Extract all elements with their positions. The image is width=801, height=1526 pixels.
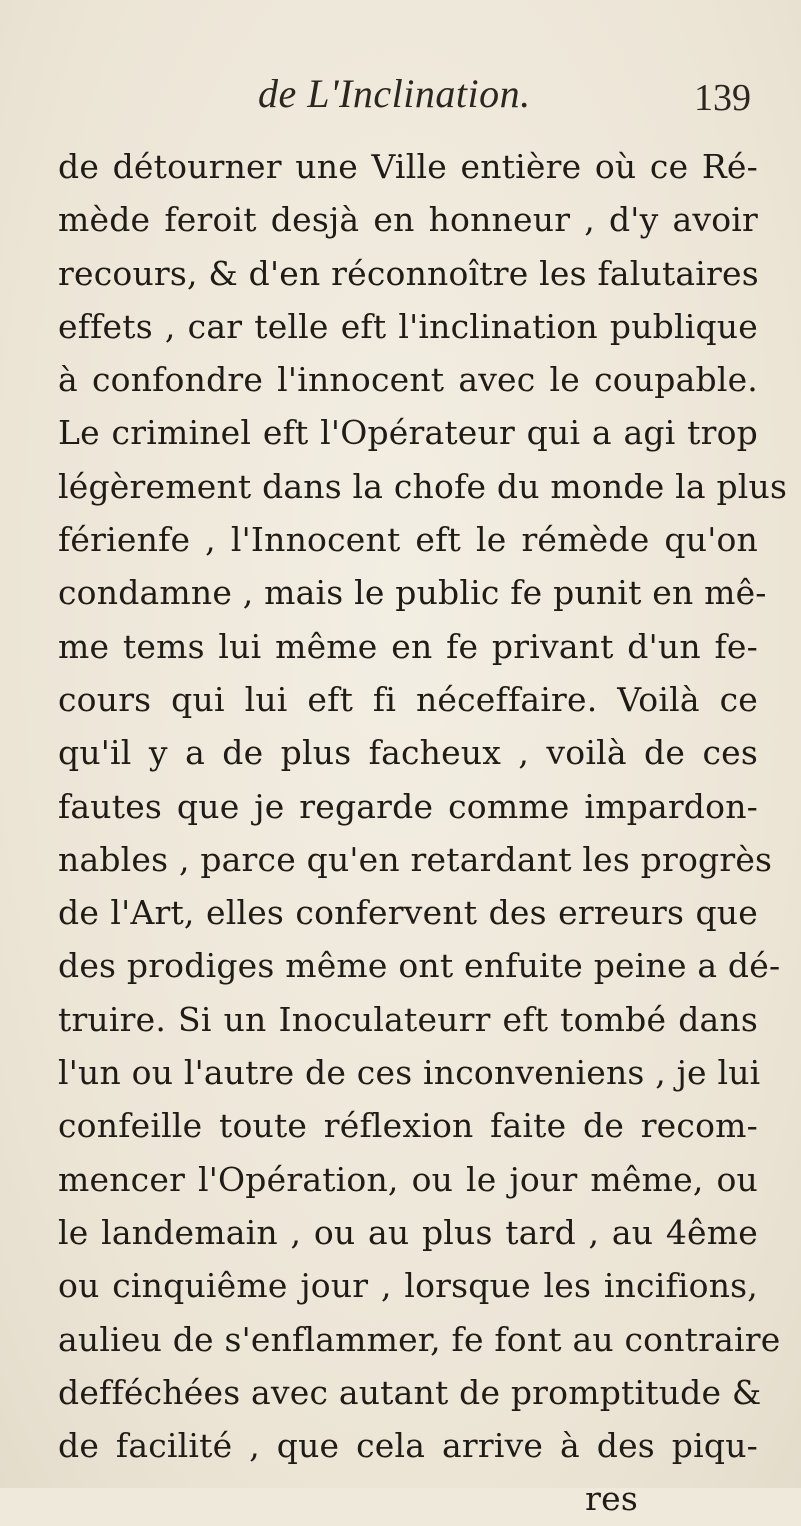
text-line: confeille toute réflexion faite de recom- — [58, 1106, 758, 1146]
text-line: à confondre l'innocent avec le coupable. — [58, 360, 758, 400]
text-line: mencer l'Opération, ou le jour même, ou — [58, 1159, 758, 1199]
page-number: 139 — [694, 77, 751, 119]
running-title: de L'Inclination. — [258, 71, 531, 116]
text-line: recours, & d'en réconnoître les falutaires — [58, 253, 759, 293]
text-line: l'un ou l'autre de ces inconveniens , je lui — [58, 1053, 761, 1093]
text-line: nables , parce qu'en retardant les progrès — [58, 839, 773, 879]
text-line: fautes que je regarde comme impardon- — [58, 786, 758, 826]
text-line: effets , car telle eft l'inclination publique — [58, 306, 758, 346]
text-line: férienfe , l'Innocent eft le rémède qu'on — [58, 520, 758, 560]
text-line: le landemain , ou au plus tard , au 4ême — [58, 1212, 758, 1252]
text-line: de facilité , que cela arrive à des piqu- — [58, 1426, 758, 1466]
text-line: légèrement dans la chofe du monde la plus — [58, 466, 788, 506]
text-line: ou cinquiême jour , lorsque les incifions, — [58, 1266, 758, 1306]
text-line: de l'Art, elles confervent des erreurs que — [58, 893, 758, 933]
text-line: mède feroit desjà en honneur , d'y avoir — [58, 200, 758, 240]
text-line: Le criminel eft l'Opérateur qui a agi trop — [58, 413, 758, 453]
text-line: truire. Si un Inoculateurr eft tombé dans — [58, 999, 758, 1039]
text-line: condamne , mais le public fe punit en mê- — [58, 573, 767, 613]
text-line: de détourner une Ville entière où ce Ré- — [58, 147, 758, 186]
text-line: defféchées avec autant de promptitude & — [58, 1372, 762, 1412]
text-line: me tems lui même en fe privant d'un fe- — [58, 626, 758, 666]
text-line: des prodiges même ont enfuite peine a dé- — [58, 946, 781, 986]
page-header — [0, 70, 801, 130]
body-text — [58, 140, 788, 1526]
text-line: aulieu de s'enflammer, fe font au contraire — [58, 1319, 781, 1359]
text-line: qu'il y a de plus facheux , voilà de ces — [58, 733, 758, 773]
catchword: res — [585, 1479, 638, 1519]
text-line: cours qui lui eft fi néceffaire. Voilà ce — [58, 679, 758, 719]
